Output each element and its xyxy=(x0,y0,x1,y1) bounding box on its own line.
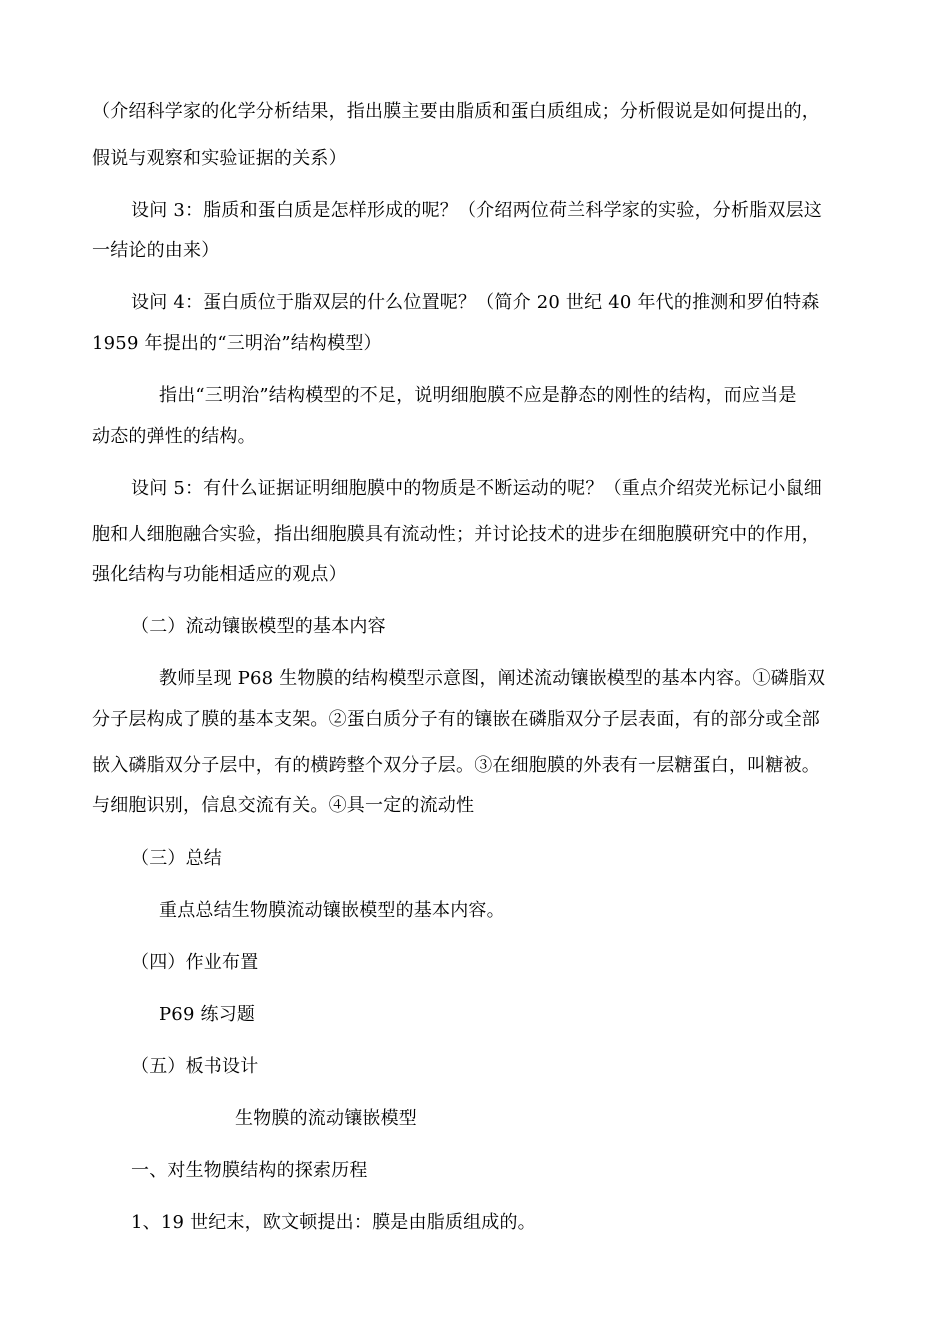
text-line: 假说与观察和实验证据的关系） xyxy=(92,148,347,169)
text-line: 强化结构与功能相适应的观点） xyxy=(92,564,347,585)
text-line: 一结论的由来） xyxy=(92,240,220,261)
section-heading: （五）板书设计 xyxy=(131,1056,259,1077)
text-line: 重点总结生物膜流动镶嵌模型的基本内容。 xyxy=(159,900,505,921)
text-line: （介绍科学家的化学分析结果，指出膜主要由脂质和蛋白质组成；分析假说是如何提出的， xyxy=(92,101,820,122)
section-heading: （三）总结 xyxy=(131,848,222,869)
section-heading: （二）流动镶嵌模型的基本内容 xyxy=(131,616,386,637)
text-line: 指出“三明治”结构模型的不足，说明细胞膜不应是静态的刚性的结构，而应当是 xyxy=(159,385,797,406)
text-line: 1、19 世纪末，欧文顿提出：膜是由脂质组成的。 xyxy=(131,1212,536,1233)
text-line: 设问 5：有什么证据证明细胞膜中的物质是不断运动的呢？（重点介绍荧光标记小鼠细 xyxy=(131,478,822,499)
text-line: 动态的弹性的结构。 xyxy=(92,426,256,447)
text-line: 1959 年提出的“三明治”结构模型） xyxy=(92,333,382,354)
text-line: 嵌入磷脂双分子层中，有的横跨整个双分子层。③在细胞膜的外表有一层糖蛋白，叫糖被。 xyxy=(92,755,820,776)
text-line: 教师呈现 P68 生物膜的结构模型示意图，阐述流动镶嵌模型的基本内容。①磷脂双 xyxy=(159,668,826,689)
section-heading: 一、对生物膜结构的探索历程 xyxy=(131,1160,368,1181)
text-line: P69 练习题 xyxy=(159,1004,256,1025)
text-line: 与细胞识别，信息交流有关。④具一定的流动性 xyxy=(92,795,475,816)
text-line: 胞和人细胞融合实验，指出细胞膜具有流动性；并讨论技术的进步在细胞膜研究中的作用， xyxy=(92,524,820,545)
section-heading: （四）作业布置 xyxy=(131,952,259,973)
text-line: 设问 4：蛋白质位于脂双层的什么位置呢？（简介 20 世纪 40 年代的推测和罗伯特森 xyxy=(131,292,820,313)
text-line: 分子层构成了膜的基本支架。②蛋白质分子有的镶嵌在磷脂双分子层表面，有的部分或全部 xyxy=(92,709,820,730)
text-line: 设问 3：脂质和蛋白质是怎样形成的呢？（介绍两位荷兰科学家的实验，分析脂双层这 xyxy=(131,200,822,221)
board-title: 生物膜的流动镶嵌模型 xyxy=(235,1108,417,1129)
